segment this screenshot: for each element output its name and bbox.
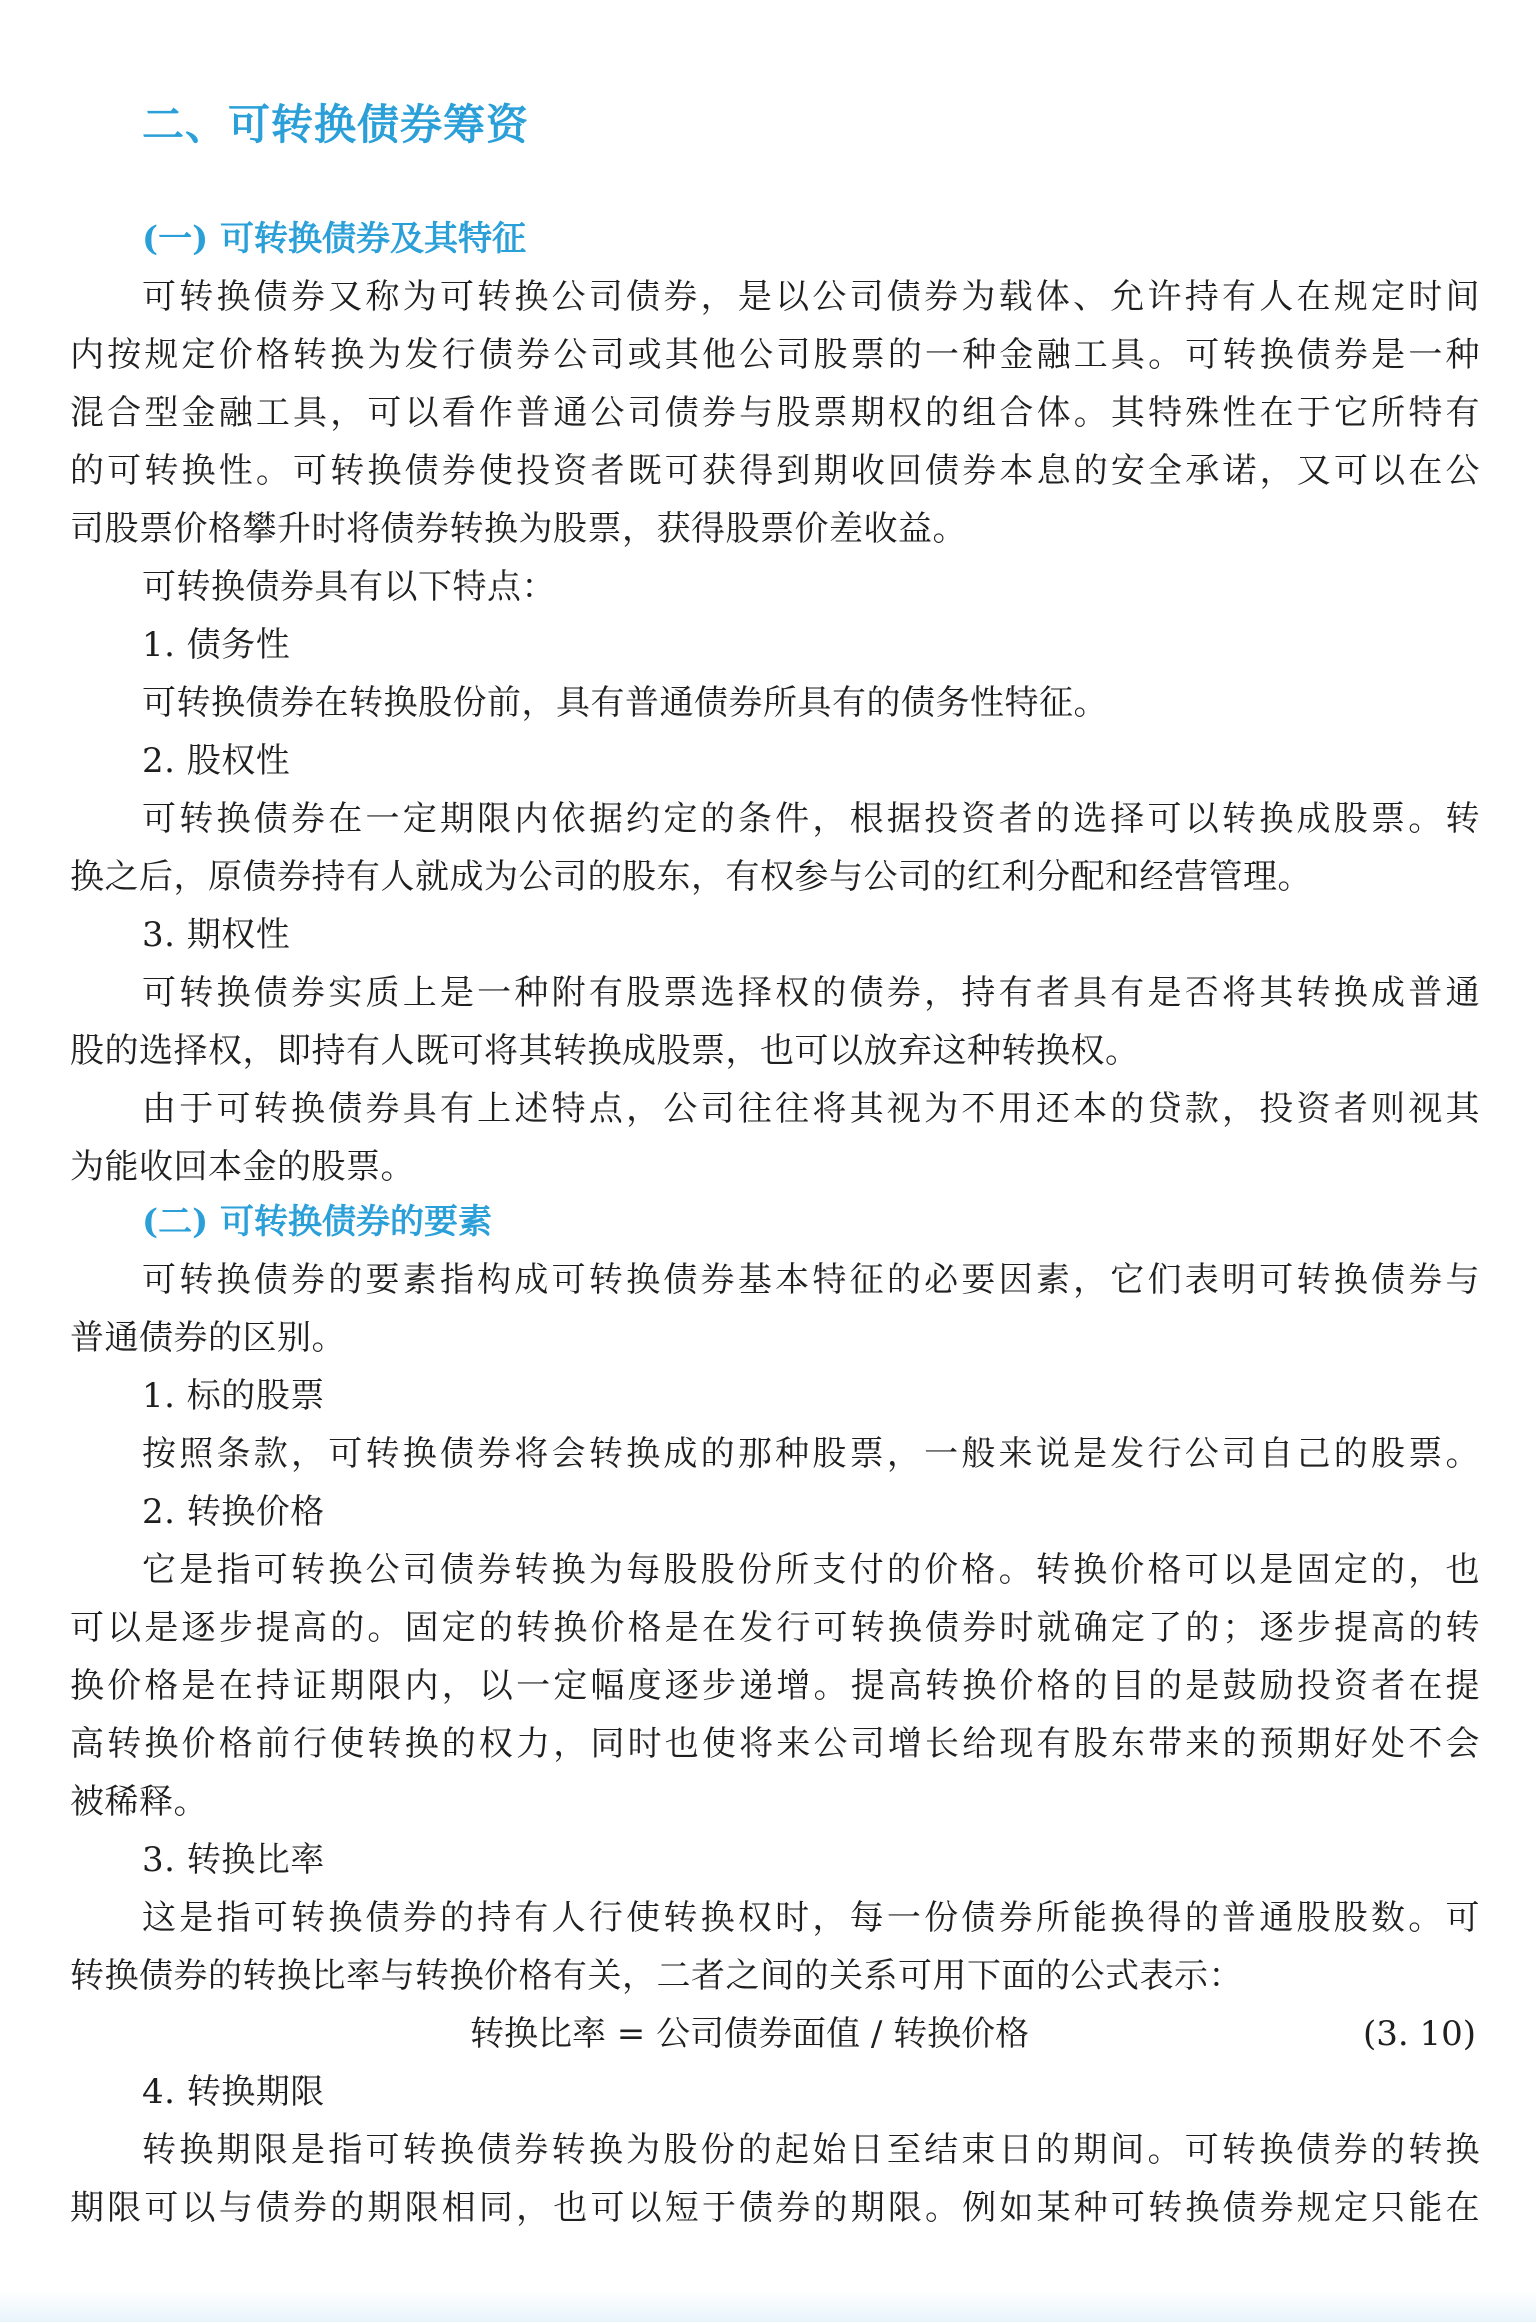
paragraph-line: 为能收回本金的股票。 xyxy=(70,1147,415,1187)
item-label: 2. 转换价格 xyxy=(142,1492,325,1532)
section-title: 二、可转换债券筹资 xyxy=(142,100,530,149)
paragraph-line: 可以是逐步提高的。固定的转换价格是在发行可转换债券时就确定了的；逐步提高的转 xyxy=(70,1608,1480,1648)
item-label: 3. 转换比率 xyxy=(142,1840,325,1880)
paragraph-line: 可转换债券在一定期限内依据约定的条件，根据投资者的选择可以转换成股票。转 xyxy=(142,799,1480,839)
page-bottom-band xyxy=(0,2290,1536,2322)
paragraph-line: 可转换债券的要素指构成可转换债券基本特征的必要因素，它们表明可转换债券与 xyxy=(142,1260,1480,1300)
paragraph-line: 可转换债券具有以下特点： xyxy=(142,567,556,607)
paragraph-line: 被稀释。 xyxy=(70,1782,208,1822)
paragraph-line: 期限可以与债券的期限相同，也可以短于债券的期限。例如某种可转换债券规定只能在 xyxy=(70,2188,1480,2228)
paragraph-line: 按照条款，可转换债券将会转换成的那种股票，一般来说是发行公司自己的股票。 xyxy=(142,1434,1480,1474)
paragraph-line: 换价格是在持证期限内，以一定幅度逐步递增。提高转换价格的目的是鼓励投资者在提 xyxy=(70,1666,1480,1706)
paragraph-line: 普通债券的区别。 xyxy=(70,1318,346,1358)
paragraph-line: 司股票价格攀升时将债券转换为股票，获得股票价差收益。 xyxy=(70,509,967,549)
paragraph-line: 的可转换性。可转换债券使投资者既可获得到期收回债券本息的安全承诺，又可以在公 xyxy=(70,451,1480,491)
paragraph-line: 由于可转换债券具有上述特点，公司往往将其视为不用还本的贷款，投资者则视其 xyxy=(142,1089,1480,1129)
paragraph-line: 它是指可转换公司债券转换为每股股份所支付的价格。转换价格可以是固定的，也 xyxy=(142,1550,1480,1590)
paragraph-line: 转换期限是指可转换债券转换为股份的起始日至结束日的期间。可转换债券的转换 xyxy=(142,2130,1480,2170)
paragraph-line: 换之后，原债券持有人就成为公司的股东，有权参与公司的红利分配和经营管理。 xyxy=(70,857,1312,897)
paragraph-line: 可转换债券实质上是一种附有股票选择权的债券，持有者具有是否将其转换成普通 xyxy=(142,973,1480,1013)
item-label: 1. 标的股票 xyxy=(142,1376,325,1416)
subsection-heading-2: (二) 可转换债券的要素 xyxy=(142,1202,493,1242)
item-label: 1. 债务性 xyxy=(142,625,291,665)
paragraph-line: 高转换价格前行使转换的权力，同时也使将来公司增长给现有股东带来的预期好处不会 xyxy=(70,1724,1480,1764)
item-label: 3. 期权性 xyxy=(142,915,291,955)
equation-number: (3. 10) xyxy=(1362,2014,1476,2054)
item-label: 2. 股权性 xyxy=(142,741,291,781)
item-label: 4. 转换期限 xyxy=(142,2072,325,2112)
paragraph-line: 混合型金融工具，可以看作普通公司债券与股票期权的组合体。其特殊性在于它所特有 xyxy=(70,393,1480,433)
paragraph-line: 内按规定价格转换为发行债券公司或其他公司股票的一种金融工具。可转换债券是一种 xyxy=(70,335,1480,375)
paragraph-line: 可转换债券在转换股份前，具有普通债券所具有的债务性特征。 xyxy=(142,683,1108,723)
paragraph-line: 可转换债券又称为可转换公司债券，是以公司债券为载体、允许持有人在规定时间 xyxy=(142,277,1480,317)
subsection-heading-1: (一) 可转换债券及其特征 xyxy=(142,219,527,259)
formula: 转换比率 = 公司债券面值 / 转换价格 xyxy=(470,2014,1030,2054)
paragraph-line: 转换债券的转换比率与转换价格有关，二者之间的关系可用下面的公式表示： xyxy=(70,1956,1243,1996)
paragraph-line: 这是指可转换债券的持有人行使转换权时，每一份债券所能换得的普通股股数。可 xyxy=(142,1898,1480,1938)
paragraph-line: 股的选择权，即持有人既可将其转换成股票，也可以放弃这种转换权。 xyxy=(70,1031,1140,1071)
